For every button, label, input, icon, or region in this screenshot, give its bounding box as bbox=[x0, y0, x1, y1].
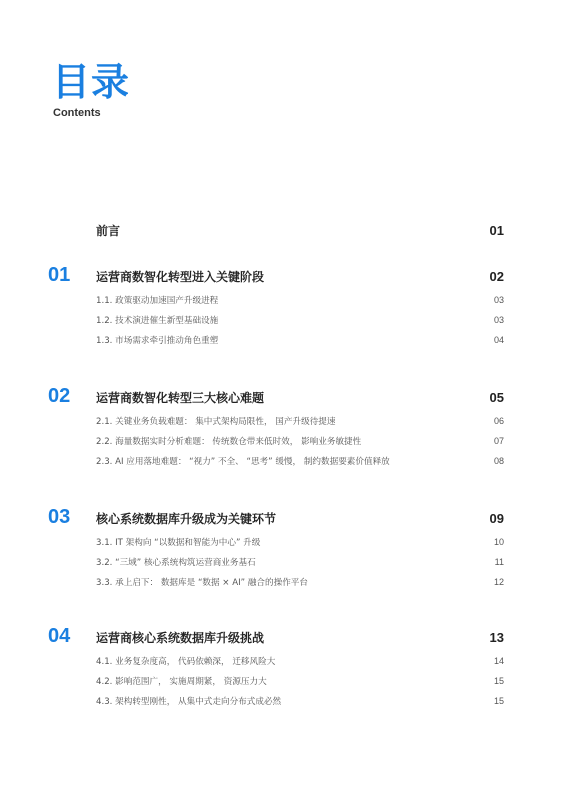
toc-item[interactable] bbox=[96, 556, 504, 576]
section-number: 01 bbox=[48, 264, 71, 286]
section-page: 02 bbox=[489, 269, 504, 284]
toc-item-label: 4.2. 影响范围广， 实施周期紧， 资源压力大 bbox=[96, 677, 267, 687]
preface-page: 01 bbox=[489, 223, 504, 238]
section-title: 运营商核心系统数据库升级挑战 bbox=[96, 631, 265, 645]
page-title: 目录 bbox=[52, 60, 131, 104]
preface-label: 前言 bbox=[96, 224, 121, 238]
toc-item-label: 4.3. 架构转型刚性， 从集中式走向分布式成必然 bbox=[96, 697, 282, 707]
toc-item-page: 08 bbox=[493, 456, 504, 466]
section-title: 核心系统数据库升级成为关键环节 bbox=[96, 512, 277, 526]
section-title: 运营商数智化转型三大核心难题 bbox=[96, 391, 265, 405]
toc-item[interactable] bbox=[96, 576, 504, 596]
toc-item-label: 1.3. 市场需求牵引推动角色重塑 bbox=[96, 336, 219, 346]
toc-item-page: 10 bbox=[493, 537, 504, 547]
toc-item[interactable] bbox=[96, 695, 504, 715]
section-heading[interactable] bbox=[96, 629, 504, 646]
section-page: 13 bbox=[489, 630, 504, 645]
toc-item[interactable] bbox=[96, 435, 504, 455]
toc-item-label: 1.1. 政策驱动加速国产升级进程 bbox=[96, 296, 219, 306]
toc-item-label: 2.1. 关键业务负载难题： 集中式架构局限性， 国产升级待提速 bbox=[96, 417, 336, 427]
section-title: 运营商数智化转型进入关键阶段 bbox=[96, 270, 265, 284]
toc-item-page: 15 bbox=[493, 676, 504, 686]
toc-item[interactable] bbox=[96, 675, 504, 695]
toc-item-label: 3.1. IT 架构向 “以数据和智能为中心” 升级 bbox=[96, 538, 261, 548]
toc-item-label: 3.3. 承上启下： 数据库是 “数据 × AI” 融合的操作平台 bbox=[96, 578, 308, 588]
toc-item-page: 04 bbox=[493, 335, 504, 345]
toc-item[interactable] bbox=[96, 655, 504, 675]
toc-item[interactable] bbox=[96, 294, 504, 314]
section-heading[interactable] bbox=[96, 510, 504, 527]
section-number: 02 bbox=[48, 385, 71, 407]
toc-item[interactable] bbox=[96, 536, 504, 556]
toc-item-page: 03 bbox=[493, 315, 504, 325]
toc-item-label: 1.2. 技术演进催生新型基础设施 bbox=[96, 316, 219, 326]
toc-item-page: 06 bbox=[493, 416, 504, 426]
toc-preface[interactable] bbox=[96, 222, 504, 239]
toc-item[interactable] bbox=[96, 314, 504, 334]
toc-item-label: 2.3. AI 应用落地难题： “视力” 不全、 “思考” 缓慢， 制约数据要素价值释放 bbox=[96, 457, 390, 467]
toc-item-page: 07 bbox=[493, 436, 504, 446]
section-number: 04 bbox=[48, 625, 71, 647]
toc-item[interactable] bbox=[96, 455, 504, 475]
section-page: 05 bbox=[489, 390, 504, 405]
toc-item-page: 15 bbox=[493, 696, 504, 706]
toc-item[interactable] bbox=[96, 415, 504, 435]
section-number: 03 bbox=[48, 506, 71, 528]
page-subtitle: Contents bbox=[53, 107, 101, 119]
toc-item-page: 03 bbox=[493, 295, 504, 305]
section-heading[interactable] bbox=[96, 268, 504, 285]
toc-item-page: 14 bbox=[493, 656, 504, 666]
toc-item[interactable] bbox=[96, 334, 504, 354]
toc-item-page: 11 bbox=[494, 557, 504, 567]
section-page: 09 bbox=[489, 511, 504, 526]
toc-item-page: 12 bbox=[493, 577, 504, 587]
toc-item-label: 4.1. 业务复杂度高， 代码依赖深， 迁移风险大 bbox=[96, 657, 276, 667]
toc-item-label: 2.2. 海量数据实时分析难题： 传统数仓带来低时效， 影响业务敏捷性 bbox=[96, 437, 362, 447]
toc-item-label: 3.2. “三域” 核心系统构筑运营商业务基石 bbox=[96, 558, 256, 568]
section-heading[interactable] bbox=[96, 389, 504, 406]
